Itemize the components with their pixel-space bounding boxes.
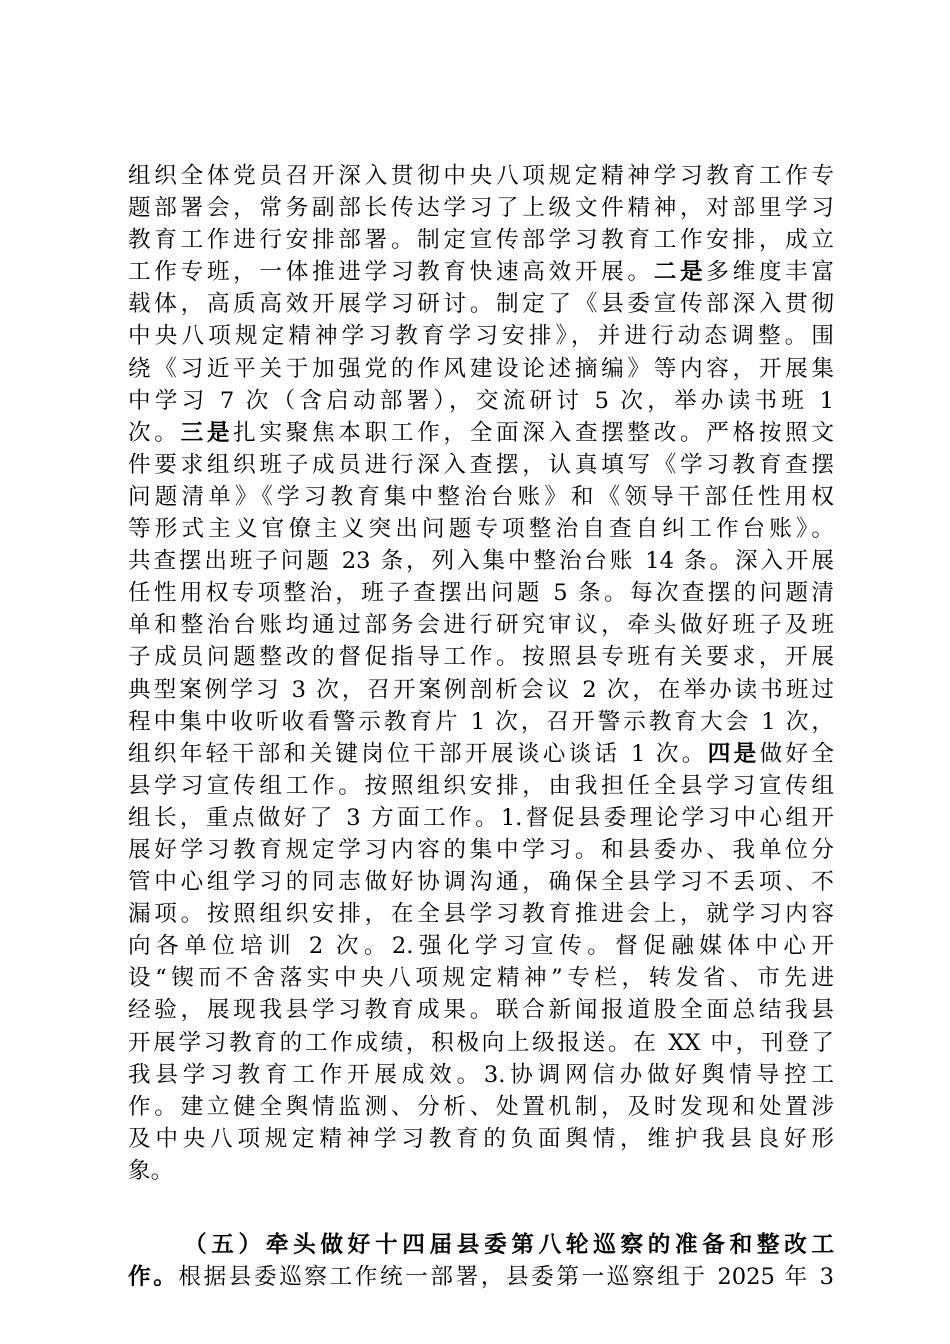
text-segment: 扎实聚焦本职工作，全面深入查摆整改。严格按照文 <box>233 419 834 446</box>
text-segment: 次。 <box>128 419 181 446</box>
text-line: 问题清单》《学习教育集中整治台账》和《领导干部任性用权 <box>128 483 834 510</box>
text-line: 子成员问题整改的督促指导工作。按照县专班有关要求，开展 <box>128 644 834 671</box>
text-line <box>128 256 834 288</box>
text-line: 题部署会，常务副部长传达学习了上级文件精神，对部里学习 <box>128 195 834 222</box>
text-line: 组织全体党员召开深入贯彻中央八项规定精神学习教育工作专 <box>128 163 834 189</box>
text-line <box>128 738 834 770</box>
text-line: 管中心组学习的同志做好协调沟通，确保全县学习不丢项、不 <box>128 869 834 896</box>
text-line: 县学习宣传组工作。按照组织安排，由我担任全县学习宣传组 <box>128 772 834 799</box>
text-segment: 多维度丰富 <box>706 259 834 286</box>
text-line <box>128 417 834 449</box>
text-line: 共查摆出班子问题 23 条，列入集中整治台账 14 条。深入开展 <box>128 548 834 575</box>
text-line: 单和整治台账均通过部务会进行研究审议，牵头做好班子及班 <box>128 612 834 639</box>
text-segment: 根据县委巡察工作统一部署，县委第一巡察组于 2025 年 3 <box>178 1264 834 1291</box>
text-segment: 组织年轻干部和关键岗位干部开展谈心谈话 1 次。 <box>128 740 708 767</box>
text-line: 经验，展现我县学习教育成果。联合新闻报道股全面总结我县 <box>128 997 834 1024</box>
text-line: 程中集中收听收看警示教育片 1 次，召开警示教育大会 1 次， <box>128 708 834 735</box>
bold-marker: 四是 <box>707 740 760 767</box>
text-line: 绕《习近平关于加强党的作风建设论述摘编》等内容，开展集 <box>128 355 834 382</box>
text-line: 等形式主义官僚主义突出问题专项整治自查自纠工作台账》。 <box>128 516 834 543</box>
text-line: 象。 <box>128 1157 174 1184</box>
text-line: 任性用权专项整治，班子查摆出问题 5 条。每次查摆的问题清 <box>128 580 834 607</box>
text-line: 作。建立健全舆情监测、分析、处置机制，及时发现和处置涉 <box>128 1093 834 1120</box>
text-line: 开展学习教育的工作成绩，积极向上级报送。在 XX 中，刊登了 <box>128 1029 834 1056</box>
text-line: 及中央八项规定精神学习教育的负面舆情，维护我县良好形 <box>128 1125 834 1152</box>
bold-marker: 三是 <box>180 419 234 446</box>
text-line: 典型案例学习 3 次，召开案例剖析会议 2 次，在举办读书班过 <box>128 676 834 703</box>
text-line: 中学习 7 次（含启动部署），交流研讨 5 次，举办读书班 1 <box>128 387 834 414</box>
text-line: 我县学习教育工作开展成效。3.协调网信办做好舆情导控工 <box>128 1061 834 1088</box>
text-segment: 工作专班，一体推进学习教育快速高效开展。 <box>128 259 654 286</box>
text-line: 件要求组织班子成员进行深入查摆，认真填写《学习教育查摆 <box>128 451 834 478</box>
section-heading-end: 作。 <box>128 1264 179 1291</box>
text-line: 载体，高质高效开展学习研讨。制定了《县委宣传部深入贯彻 <box>128 291 834 318</box>
paragraph-gap <box>128 1187 834 1229</box>
text-segment: 做好全 <box>759 740 834 767</box>
text-line: 设“锲而不舍落实中央八项规定精神”专栏，转发省、市先进 <box>128 965 834 992</box>
bold-marker: 二是 <box>653 259 707 286</box>
paragraph-2 <box>128 1229 834 1293</box>
text-line: 中央八项规定精神学习教育学习安排》，并进行动态调整。围 <box>128 323 834 350</box>
paragraph-1 <box>128 160 834 1187</box>
text-line: 教育工作进行安排部署。制定宣传部学习教育工作安排，成立 <box>128 227 834 254</box>
text-line: 组长，重点做好了 3 方面工作。1.督促县委理论学习中心组开 <box>128 804 834 831</box>
text-line: 漏项。按照组织安排，在全县学习教育推进会上，就学习内容 <box>128 901 834 928</box>
text-line: 向各单位培训 2 次。2.强化学习宣传。督促融媒体中心开 <box>128 933 834 960</box>
text-line: 展好学习教育规定学习内容的集中学习。和县委办、我单位分 <box>128 836 834 863</box>
document-body <box>128 160 834 1293</box>
section-heading: （五）牵头做好十四届县委第八轮巡察的准备和整改工 <box>184 1232 834 1258</box>
text-line <box>128 1261 834 1293</box>
